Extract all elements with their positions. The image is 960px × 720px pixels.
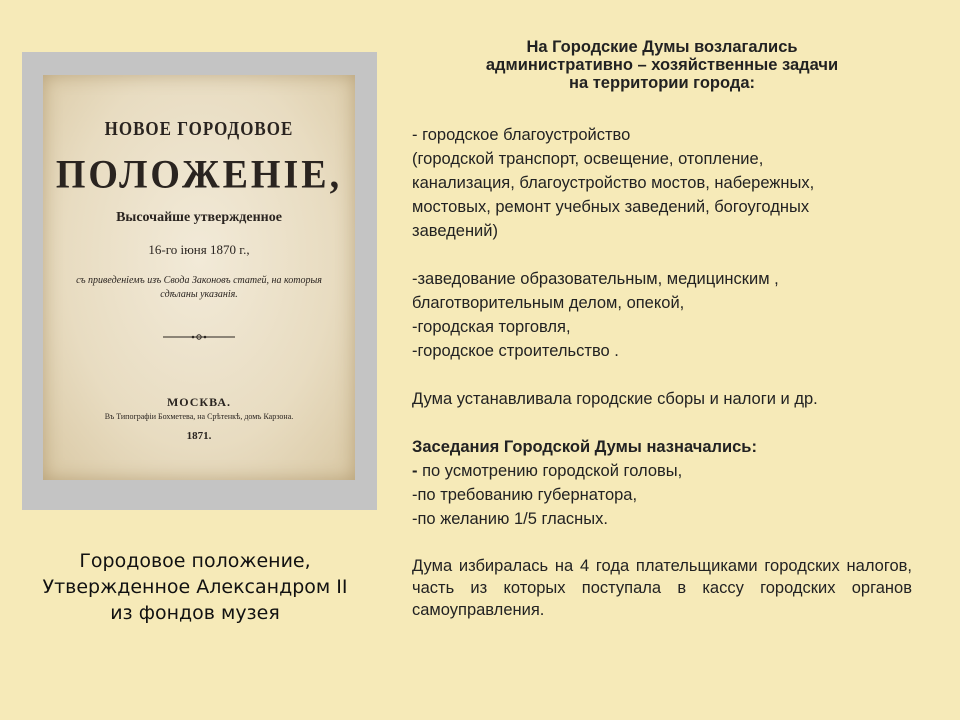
caption-line-1: Городовое положение, bbox=[79, 550, 311, 572]
text-line: благотворительным делом, опекой, bbox=[412, 294, 685, 312]
text-line: -по требованию губернатора, bbox=[412, 486, 638, 504]
cover-subtitle: Высочайше утвержденное bbox=[116, 210, 282, 225]
cover-printer: Въ Типографіи Бохметева, на Срѣтенкѣ, домъ Карзона. bbox=[104, 412, 294, 421]
text-line: мостовых, ремонт учебных заведений, богоугодных bbox=[412, 198, 810, 216]
text-line: Дума устанавливала городские сборы и налоги и др. bbox=[412, 390, 818, 408]
cover-year: 1871. bbox=[186, 430, 212, 442]
text-line: - городское благоустройство bbox=[412, 126, 631, 144]
text-line: заведений) bbox=[412, 222, 498, 240]
caption-line-3: из фондов музея bbox=[110, 602, 280, 624]
text-line bbox=[412, 460, 682, 482]
cover-date: 16-го іюня 1870 г., bbox=[148, 242, 250, 257]
heading-line-2: административно – хозяйственные задачи bbox=[485, 56, 839, 74]
book-photo-frame bbox=[22, 52, 377, 510]
election-paragraph: Дума избиралась на 4 года плательщиками городских налогов, часть из которых поступала в кассу городских органов самоуправления. bbox=[412, 557, 912, 619]
text-span: по усмотрению городской головы, bbox=[417, 462, 683, 480]
slide-heading bbox=[412, 38, 912, 92]
text-line: -городское строительство . bbox=[412, 342, 619, 360]
text-line: канализация, благоустройство мостов, набережных, bbox=[412, 174, 815, 192]
heading-line-3: на территории города: bbox=[569, 74, 755, 92]
text-line: -городская торговля, bbox=[412, 318, 571, 336]
text-line: -по желанию 1/5 гласных. bbox=[412, 510, 608, 528]
book-cover-image bbox=[43, 75, 355, 480]
cover-title-large: ПОЛОЖЕНІЕ, bbox=[55, 152, 343, 198]
caption-line-2: Утвержденное Александром II bbox=[42, 576, 348, 598]
text-line: -заведование образовательным, медицинским , bbox=[412, 270, 779, 288]
heading-line-1: На Городские Думы возлагались bbox=[526, 38, 798, 56]
photo-caption bbox=[30, 548, 360, 626]
text-line: (городской транспорт, освещение, отопление, bbox=[412, 150, 764, 168]
cover-city: МОСКВА. bbox=[166, 395, 232, 409]
bullet-dash: - bbox=[412, 462, 418, 480]
meetings-heading: Заседания Городской Думы назначались: bbox=[412, 438, 757, 456]
cover-note: съ приведеніемъ изъ Свода Законовъ статей, на которыя сдѣланы указанія. bbox=[76, 275, 322, 300]
cover-title-small: НОВОЕ ГОРОДОВОЕ bbox=[104, 117, 294, 140]
ornament-divider bbox=[163, 334, 235, 340]
